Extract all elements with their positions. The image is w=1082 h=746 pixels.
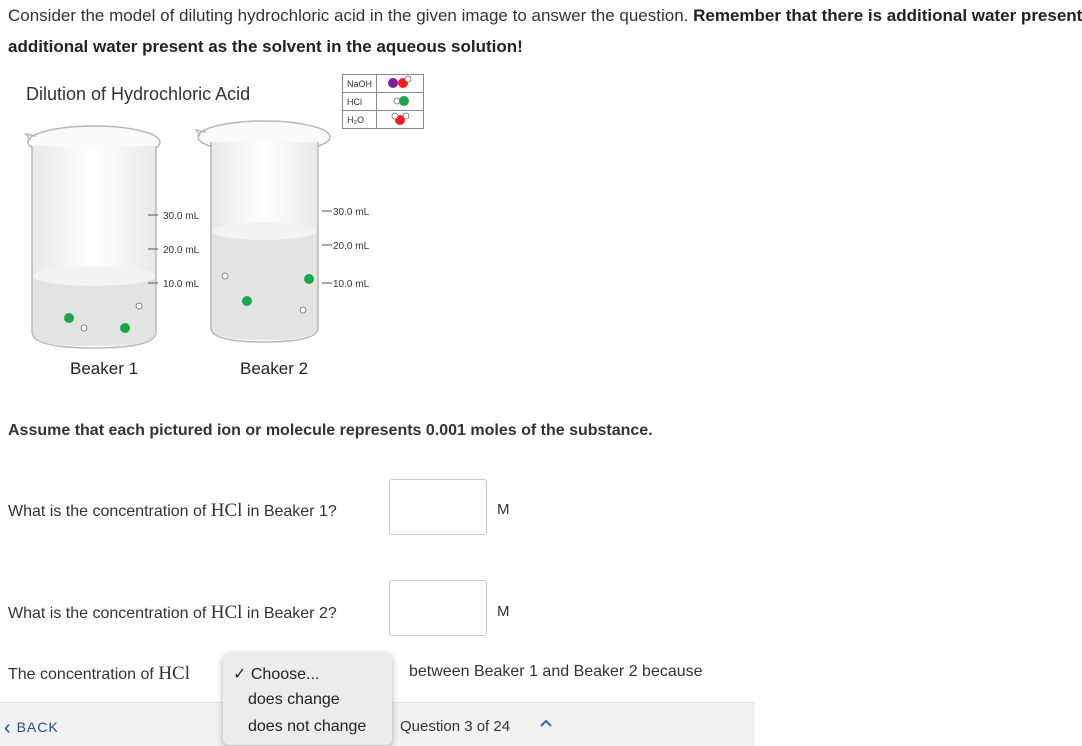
question-3: The concentration of HCl [8, 663, 190, 684]
dropdown-option-choose[interactable]: ✓ Choose... [233, 666, 320, 683]
intro-text: Consider the model of diluting hydrochloric acid in the given image to answer the question. [8, 6, 694, 25]
chevron-left-icon: ‹ [4, 717, 12, 739]
beaker2-mark-10: 10.0 mL [333, 279, 370, 290]
question-1: What is the concentration of HCl in Beaker 1? [8, 500, 337, 521]
hcl-formula: HCl [158, 663, 190, 684]
assumption-text: Assume that each pictured ion or molecule represents 0.001 moles of the substance. [8, 422, 653, 439]
beaker-2 [196, 121, 370, 342]
beaker-1-label: Beaker 1 [70, 359, 139, 378]
dilution-figure [0, 70, 470, 390]
beaker1-mark-30: 30.0 mL [163, 211, 200, 222]
question-3-continuation: between Beaker 1 and Beaker 2 because [409, 663, 703, 680]
beaker1-mark-10: 10.0 mL [163, 279, 200, 290]
hcl-formula: HCl [210, 500, 243, 521]
dropdown-option-does-change[interactable]: does change [248, 691, 340, 708]
beaker1-concentration-input[interactable] [389, 479, 487, 535]
beaker1-mark-20: 20.0 mL [163, 245, 200, 256]
beaker-1 [26, 126, 200, 348]
chevron-up-icon[interactable] [540, 715, 552, 732]
unit-label: M [497, 501, 510, 518]
figure-title: Dilution of Hydrochloric Acid [26, 84, 251, 104]
unit-label: M [497, 603, 510, 620]
beaker2-mark-20: 20.0 mL [333, 241, 370, 252]
question-counter: Question 3 of 24 [400, 718, 511, 735]
beaker2-concentration-input[interactable] [389, 580, 487, 636]
question-instructions [8, 0, 1082, 62]
hcl-formula: HCl [210, 602, 243, 623]
legend-row-water: H₂O [343, 111, 424, 129]
beakers-drawing [0, 70, 470, 390]
concentration-change-dropdown[interactable] [223, 653, 392, 745]
question-2: What is the concentration of HCl in Beaker 2? [8, 602, 337, 623]
intro-bold-text: Remember that there is additional water present [693, 6, 1082, 25]
legend-row-naoh: NaOH [343, 75, 424, 93]
intro-line2: additional water present as the solvent in the aqueous solution! [8, 37, 523, 56]
legend-row-hcl: HCl [343, 93, 424, 111]
beaker2-mark-30: 30.0 mL [333, 207, 370, 218]
beaker-2-label: Beaker 2 [240, 359, 309, 378]
back-button[interactable]: ‹ BACK [4, 717, 59, 739]
checkmark-icon: ✓ [233, 666, 247, 683]
dropdown-option-does-not-change[interactable]: does not change [248, 718, 367, 735]
